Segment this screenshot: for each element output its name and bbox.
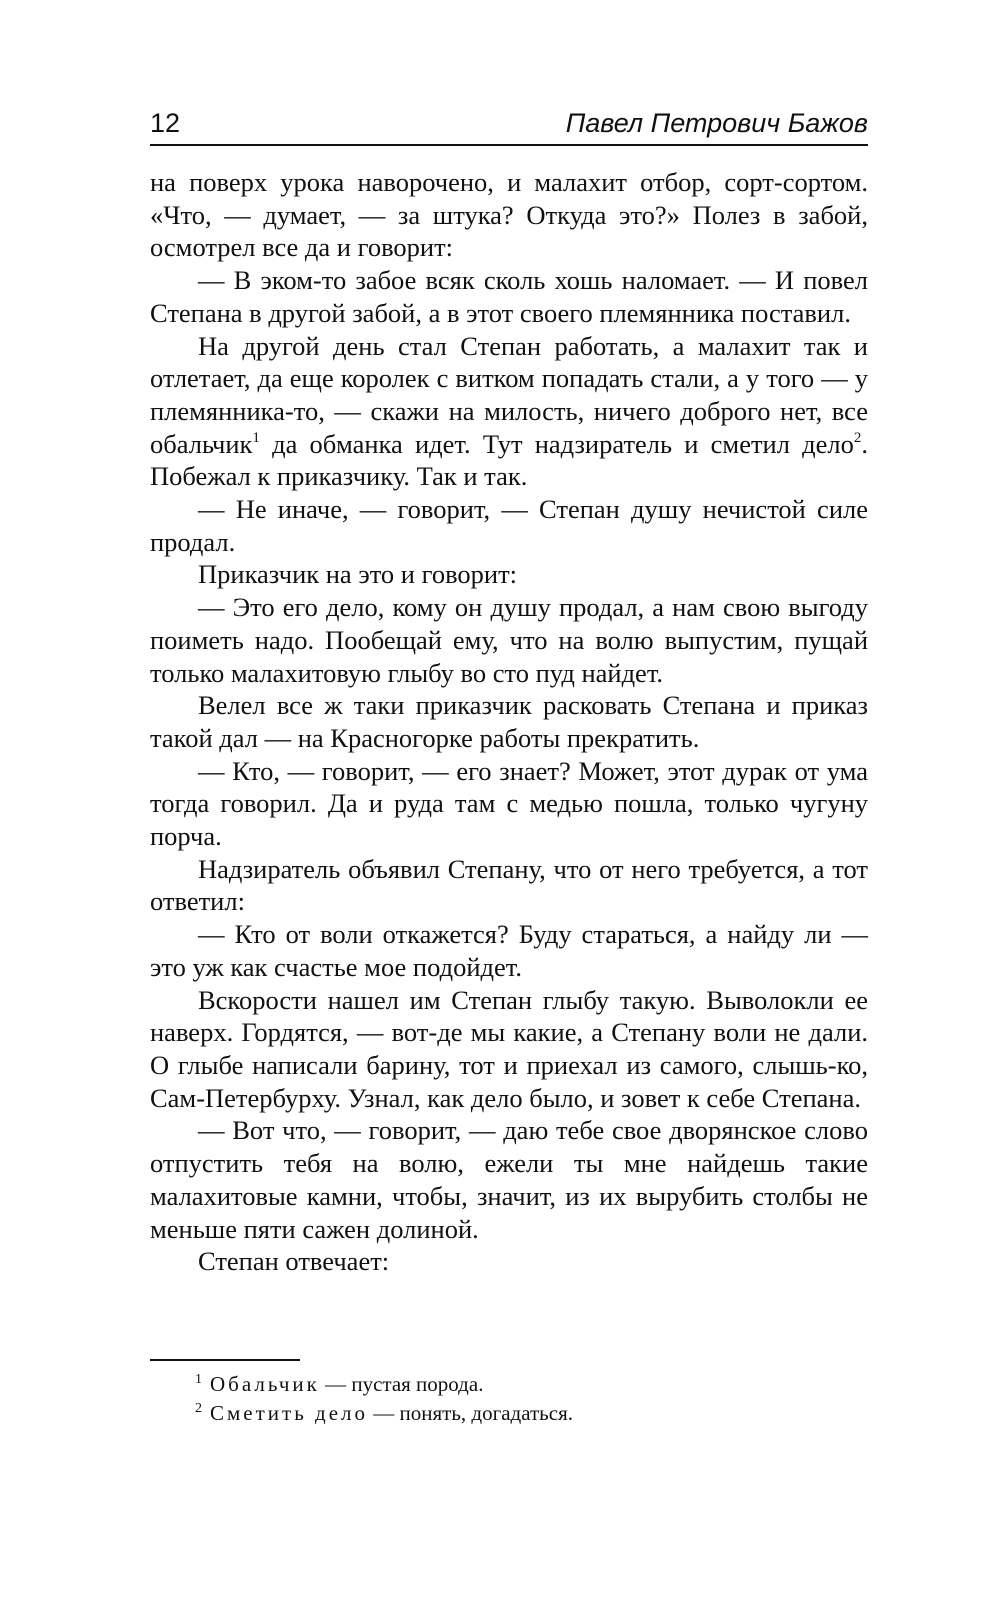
paragraph-text: . Побежал к приказчику. Так и так. <box>150 428 868 492</box>
paragraph: — В эком-то забое всяк сколь хошь наломает. — И повел Степана в другой забой, а в этот своего племянника поставил. <box>150 265 868 328</box>
paragraph: на поверх урока наворочено, и малахит отбор, сорт-сортом. «Что, — думает, — за штука? Откуда это?» Полез в забой, осмотрел все да и говорит: <box>150 167 868 263</box>
page-number: 12 <box>150 108 181 138</box>
footnote-marker: 1 <box>195 1372 202 1387</box>
footnote-divider <box>150 1359 300 1361</box>
running-head-author: Павел Петрович Бажов <box>565 108 868 138</box>
footnote-definition: — пустая порода. <box>319 1372 484 1396</box>
paragraph: Приказчик на это и говорит: <box>198 559 518 590</box>
paragraph: — Вот что, — говорит, — даю тебе свое дворянское слово отпустить тебя на волю, ежели ты мне найдешь такие малахитовые камни, чтобы, значит, из их вырубить столбы не меньше пяти сажен долиной. <box>150 1115 868 1244</box>
footnote-definition: — понять, догадаться. <box>368 1401 573 1425</box>
footnote-term: Обальчик <box>210 1372 320 1396</box>
paragraph: Степан отвечает: <box>198 1246 390 1277</box>
paragraph: — Кто, — говорит, — его знает? Может, этот дурак от ума тогда говорил. Да и руда там с медью пошла, только чугуну порча. <box>150 755 868 852</box>
paragraph: — Это его дело, кому он душу продал, а нам свою выгоду поиметь надо. Пообещай ему, что на волю выпустим, пущай только малахитовую глыбу во сто пуд найдет. <box>150 592 868 688</box>
paragraph: — Не иначе, — говорит, — Степан душу нечистой силе продал. <box>150 494 868 557</box>
footnote-ref-1[interactable]: 1 <box>252 429 260 446</box>
paragraph-with-footnotes <box>150 330 868 494</box>
footnote <box>195 1399 868 1428</box>
footnote-ref-2[interactable]: 2 <box>853 429 862 446</box>
footnotes <box>195 1370 868 1428</box>
main-text <box>150 166 868 1278</box>
paragraph: — Кто от воли откажется? Буду стараться, а найду ли — это уж как счастье мое подойдет. <box>150 919 868 982</box>
paragraph-text: На другой день стал Степан работать, а малахит так и отлетает, да еще королек с витком попадать стали, а у того — у племянника-то, — скажи на милость, ничего доброго нет, все обальчик <box>150 330 868 459</box>
paragraph: Вскорости нашел им Степан глыбу такую. Выволокли ее наверх. Гордятся, — вот-де мы какие, а Степану воли не дали. О глыбе написали барину, тот и приехал из самого, слышь-ко, Сам-Петербурху. Узнал, как дело было, и зовет к себе Степана. <box>150 984 868 1113</box>
page-header <box>150 104 868 146</box>
footnote-marker: 2 <box>195 1401 202 1416</box>
paragraph: Надзиратель объявил Степану, что от него требуется, а тот ответил: <box>150 853 868 917</box>
footnote <box>195 1370 868 1399</box>
paragraph: Велел все ж таки приказчик расковать Степана и приказ такой дал — на Красногорке работы прекратить. <box>150 690 868 753</box>
footnote-term: Сметить дело <box>210 1401 369 1425</box>
paragraph-text: да обманка идет. Тут надзиратель и сметил дело <box>259 428 854 459</box>
